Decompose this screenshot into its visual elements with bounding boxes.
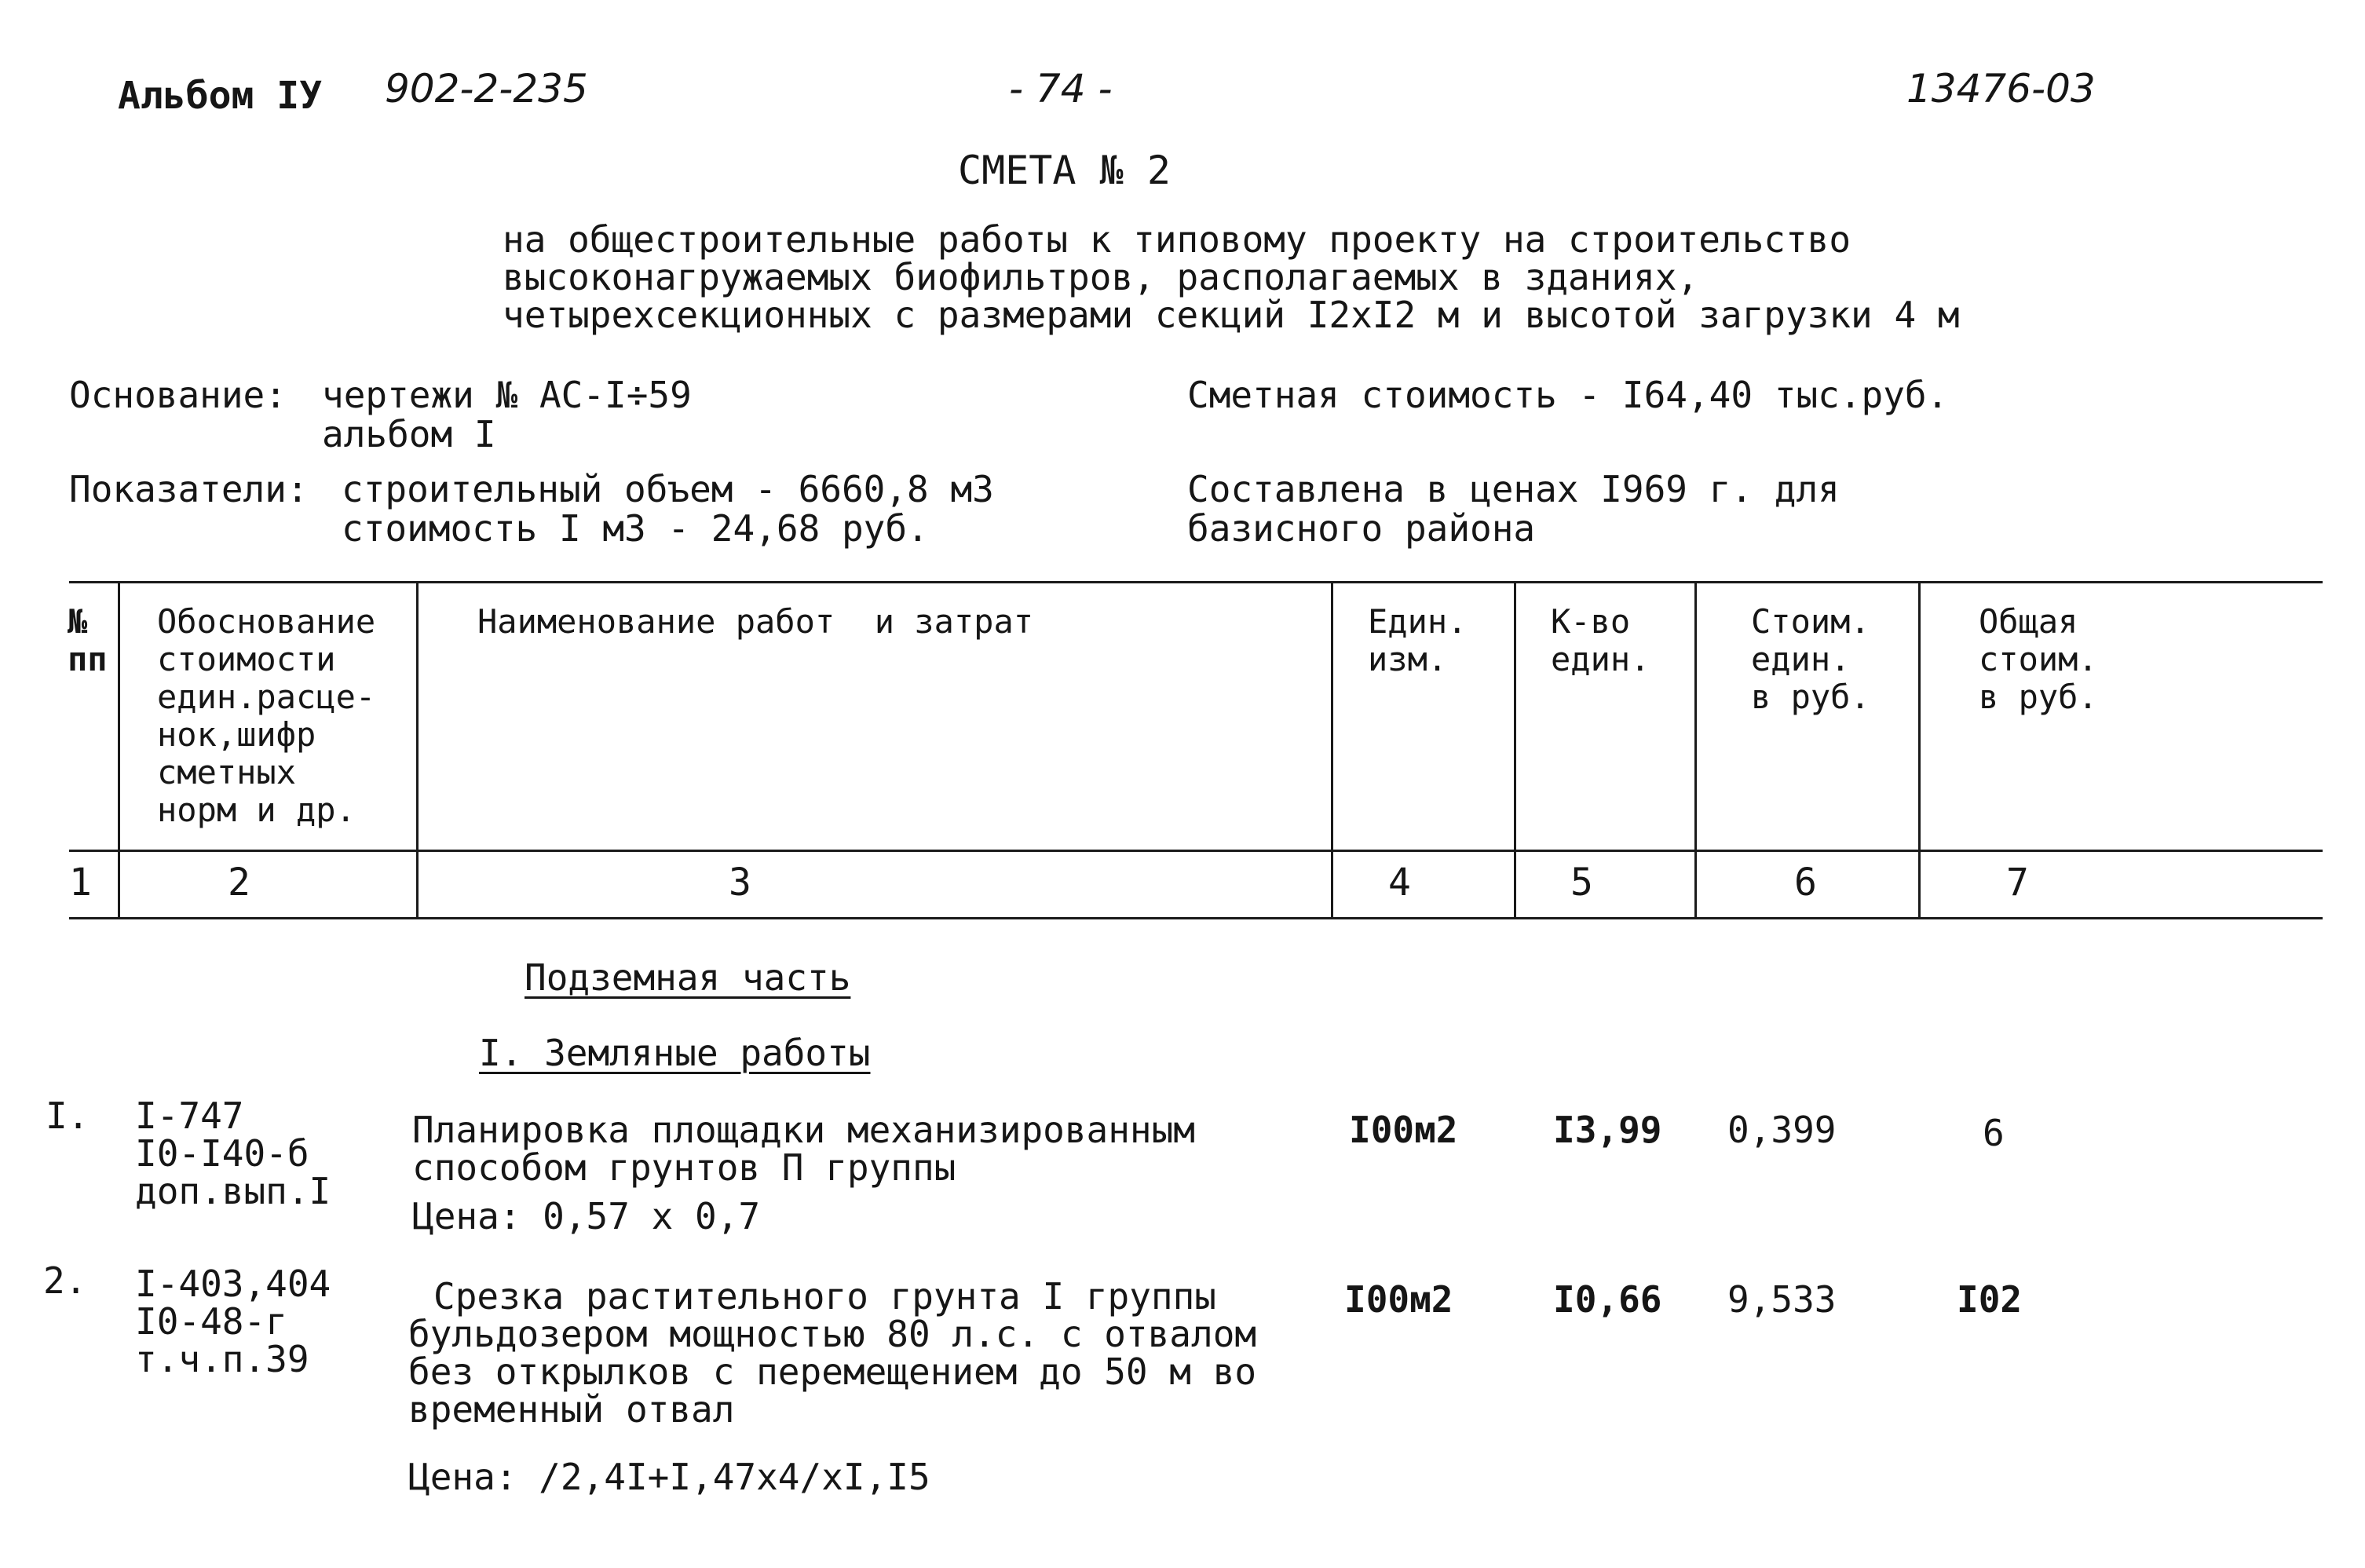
base-region: базисного района [1187, 507, 1536, 550]
basis-drawings: чертежи № АС-I÷59 [322, 374, 692, 416]
row-description-line: без открылков с перемещением до 50 м во [408, 1351, 1257, 1393]
subtitle-line-3: четырехсекционных с размерами секций I2xI2 м и высотой загрузки 4 м [503, 294, 1960, 336]
col-divider-5 [1694, 581, 1697, 919]
col-divider-2 [416, 581, 419, 919]
table-mid-rule [69, 850, 2323, 852]
header-col-qty: К-во един. [1551, 602, 1650, 678]
column-number-5: 5 [1570, 861, 1593, 905]
row-unit: I00м2 [1344, 1278, 1453, 1321]
basis-label: Основание: [69, 374, 287, 416]
col-divider-6 [1918, 581, 1921, 919]
subsection-title: I. Земляные работы [479, 1032, 871, 1074]
row-basis-line: доп.вып.I [135, 1170, 331, 1212]
table-top-rule [69, 581, 2323, 583]
column-number-6: 6 [1794, 861, 1817, 905]
column-number-4: 4 [1388, 861, 1411, 905]
row-unit: I00м2 [1349, 1109, 1458, 1151]
column-number-3: 3 [729, 861, 751, 905]
estimate-title: СМЕТА № 2 [958, 148, 1171, 193]
row-basis-line: I0-48-г [135, 1300, 287, 1343]
header-col-total: Общая стоим. в руб. [1979, 602, 2098, 716]
page-number: - 74 - [1009, 66, 1113, 111]
row-total: I02 [1957, 1278, 2023, 1321]
header-col-unit: Един. изм. [1368, 602, 1468, 678]
row-number: I. [46, 1095, 90, 1137]
col-divider-1 [118, 581, 120, 919]
header-col-number: № пп [68, 602, 108, 678]
row-description-line: бульдозером мощностью 80 л.с. с отвалом [408, 1313, 1257, 1355]
indicators-label: Показатели: [69, 468, 309, 510]
column-number-2: 2 [228, 861, 250, 905]
row-description-line: временный отвал [408, 1388, 735, 1431]
header-col-name: Наименование работ и затрат [477, 602, 1034, 641]
subtitle-line-1: на общестроительные работы к типовому проекту на строительство [503, 218, 1851, 261]
row-description-line: Срезка растительного грунта I группы [433, 1275, 1216, 1318]
column-number-7: 7 [2006, 861, 2029, 905]
row-description-line: Планировка площадки механизированным [412, 1109, 1195, 1151]
row-basis-line: I0-I40-б [135, 1132, 309, 1175]
col-divider-3 [1331, 581, 1333, 919]
document-number: 13476-03 [1906, 66, 2096, 111]
row-unit-cost: 0,399 [1727, 1109, 1837, 1151]
row-qty: I0,66 [1553, 1278, 1662, 1321]
prices-year: Составлена в ценах I969 г. для [1187, 468, 1840, 510]
cost-per-m3: стоимость I м3 - 24,68 руб. [342, 507, 929, 550]
row-unit-cost: 9,533 [1727, 1278, 1837, 1321]
header-col-unit-cost: Стоим. един. в руб. [1751, 602, 1870, 716]
subtitle-line-2: высоконагружаемых биофильтров, располагаемых в зданиях, [503, 256, 1699, 298]
column-number-1: 1 [69, 861, 92, 905]
basis-album: альбом I [322, 413, 496, 455]
building-volume: строительный объем - 6660,8 м3 [342, 468, 994, 510]
header-col-basis: Обоснование стоимости един.расце- нок,шифр сметных норм и др. [157, 602, 376, 829]
row-price-formula: Цена: /2,4I+I,47x4/xI,I5 [408, 1456, 930, 1498]
row-number: 2. [43, 1259, 87, 1302]
row-price-formula: Цена: 0,57 x 0,7 [412, 1195, 761, 1237]
section-title: Подземная часть [525, 956, 851, 999]
col-divider-4 [1514, 581, 1516, 919]
estimated-cost: Сметная стоимость - I64,40 тыс.руб. [1187, 374, 1949, 416]
row-basis-line: т.ч.п.39 [135, 1338, 309, 1380]
row-qty: I3,99 [1553, 1109, 1662, 1151]
row-description-line: способом грунтов П группы [412, 1146, 956, 1189]
row-total: 6 [1983, 1112, 2005, 1154]
row-basis-line: I-403,404 [135, 1263, 331, 1305]
album-label: Альбом IУ [118, 74, 323, 118]
table-bottom-rule [69, 917, 2323, 919]
row-basis-line: I-747 [135, 1095, 244, 1137]
project-code: 902-2-235 [385, 66, 588, 111]
